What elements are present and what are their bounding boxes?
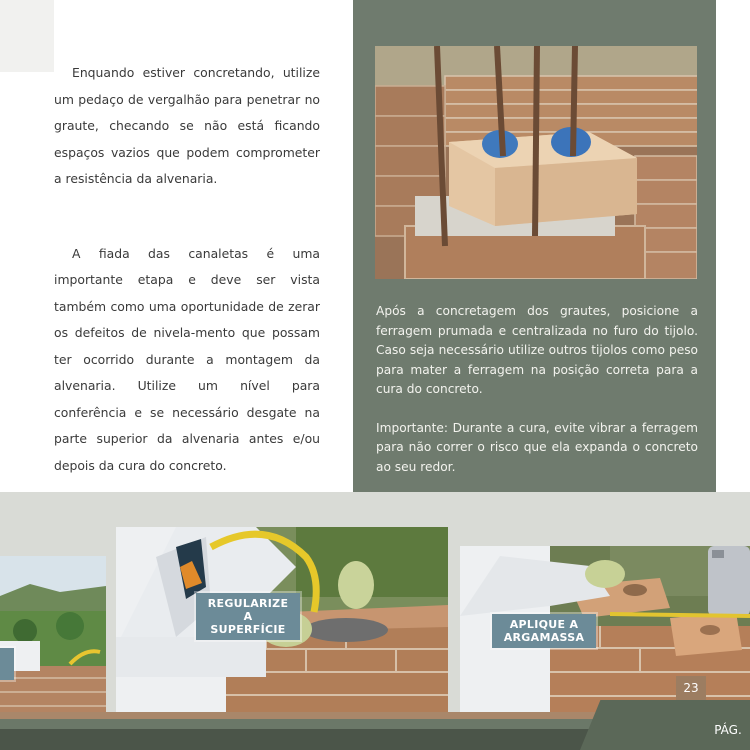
- regularize-label-line2: A SUPERFÍCIE: [210, 610, 286, 636]
- right-paragraph-2: Importante: Durante a cura, evite vibrar a ferragem para não correr o risco que ela expanda o concreto ao seu redor.: [376, 420, 698, 474]
- regularize-label-tag: [196, 593, 300, 640]
- footer-stripe-dark: [0, 719, 620, 729]
- left-paragraph-1: Enquando estiver concretando, utilize um pedaço de vergalhão para penetrar no graute, checando se não está ficando espaços vazios que podem comprometer a resistência da alvenaria.: [54, 65, 320, 186]
- left-paragraph-2: A fiada das canaletas é uma importante etapa e deve ser vista também como uma oportunidade de zerar os defeitos de nivela-mento que possam ter ocorrido durante a montagem da alvenaria. Utilize um nível para conferência e se necessário desgate na parte superior da alvenaria antes e/ou depois da cura do concreto.: [54, 245, 320, 473]
- page-label: PÁG.: [714, 723, 742, 737]
- footer-stripe-light: [0, 712, 620, 719]
- aplique-label-tag: [492, 614, 596, 648]
- rebar-photo: [375, 46, 697, 279]
- regularize-label-line1: REGULARIZE: [207, 597, 289, 610]
- corner-tab: [0, 0, 54, 72]
- left-photo-label-tag: [0, 648, 14, 680]
- aplique-label-line1: APLIQUE A: [509, 618, 579, 631]
- page-number: 23: [676, 676, 706, 700]
- landscape-photo: [0, 556, 106, 712]
- right-text-column: [376, 302, 698, 477]
- right-paragraph-1: Após a concretagem dos grautes, posicione a ferragem prumada e centralizada no furo do tijolo. Caso seja necessário utilize outros tijolos como peso para mater a ferragem na posição correta para a cura do concreto.: [376, 304, 698, 396]
- left-text-column: [54, 60, 320, 479]
- aplique-label-line2: ARGAMASSA: [503, 631, 585, 644]
